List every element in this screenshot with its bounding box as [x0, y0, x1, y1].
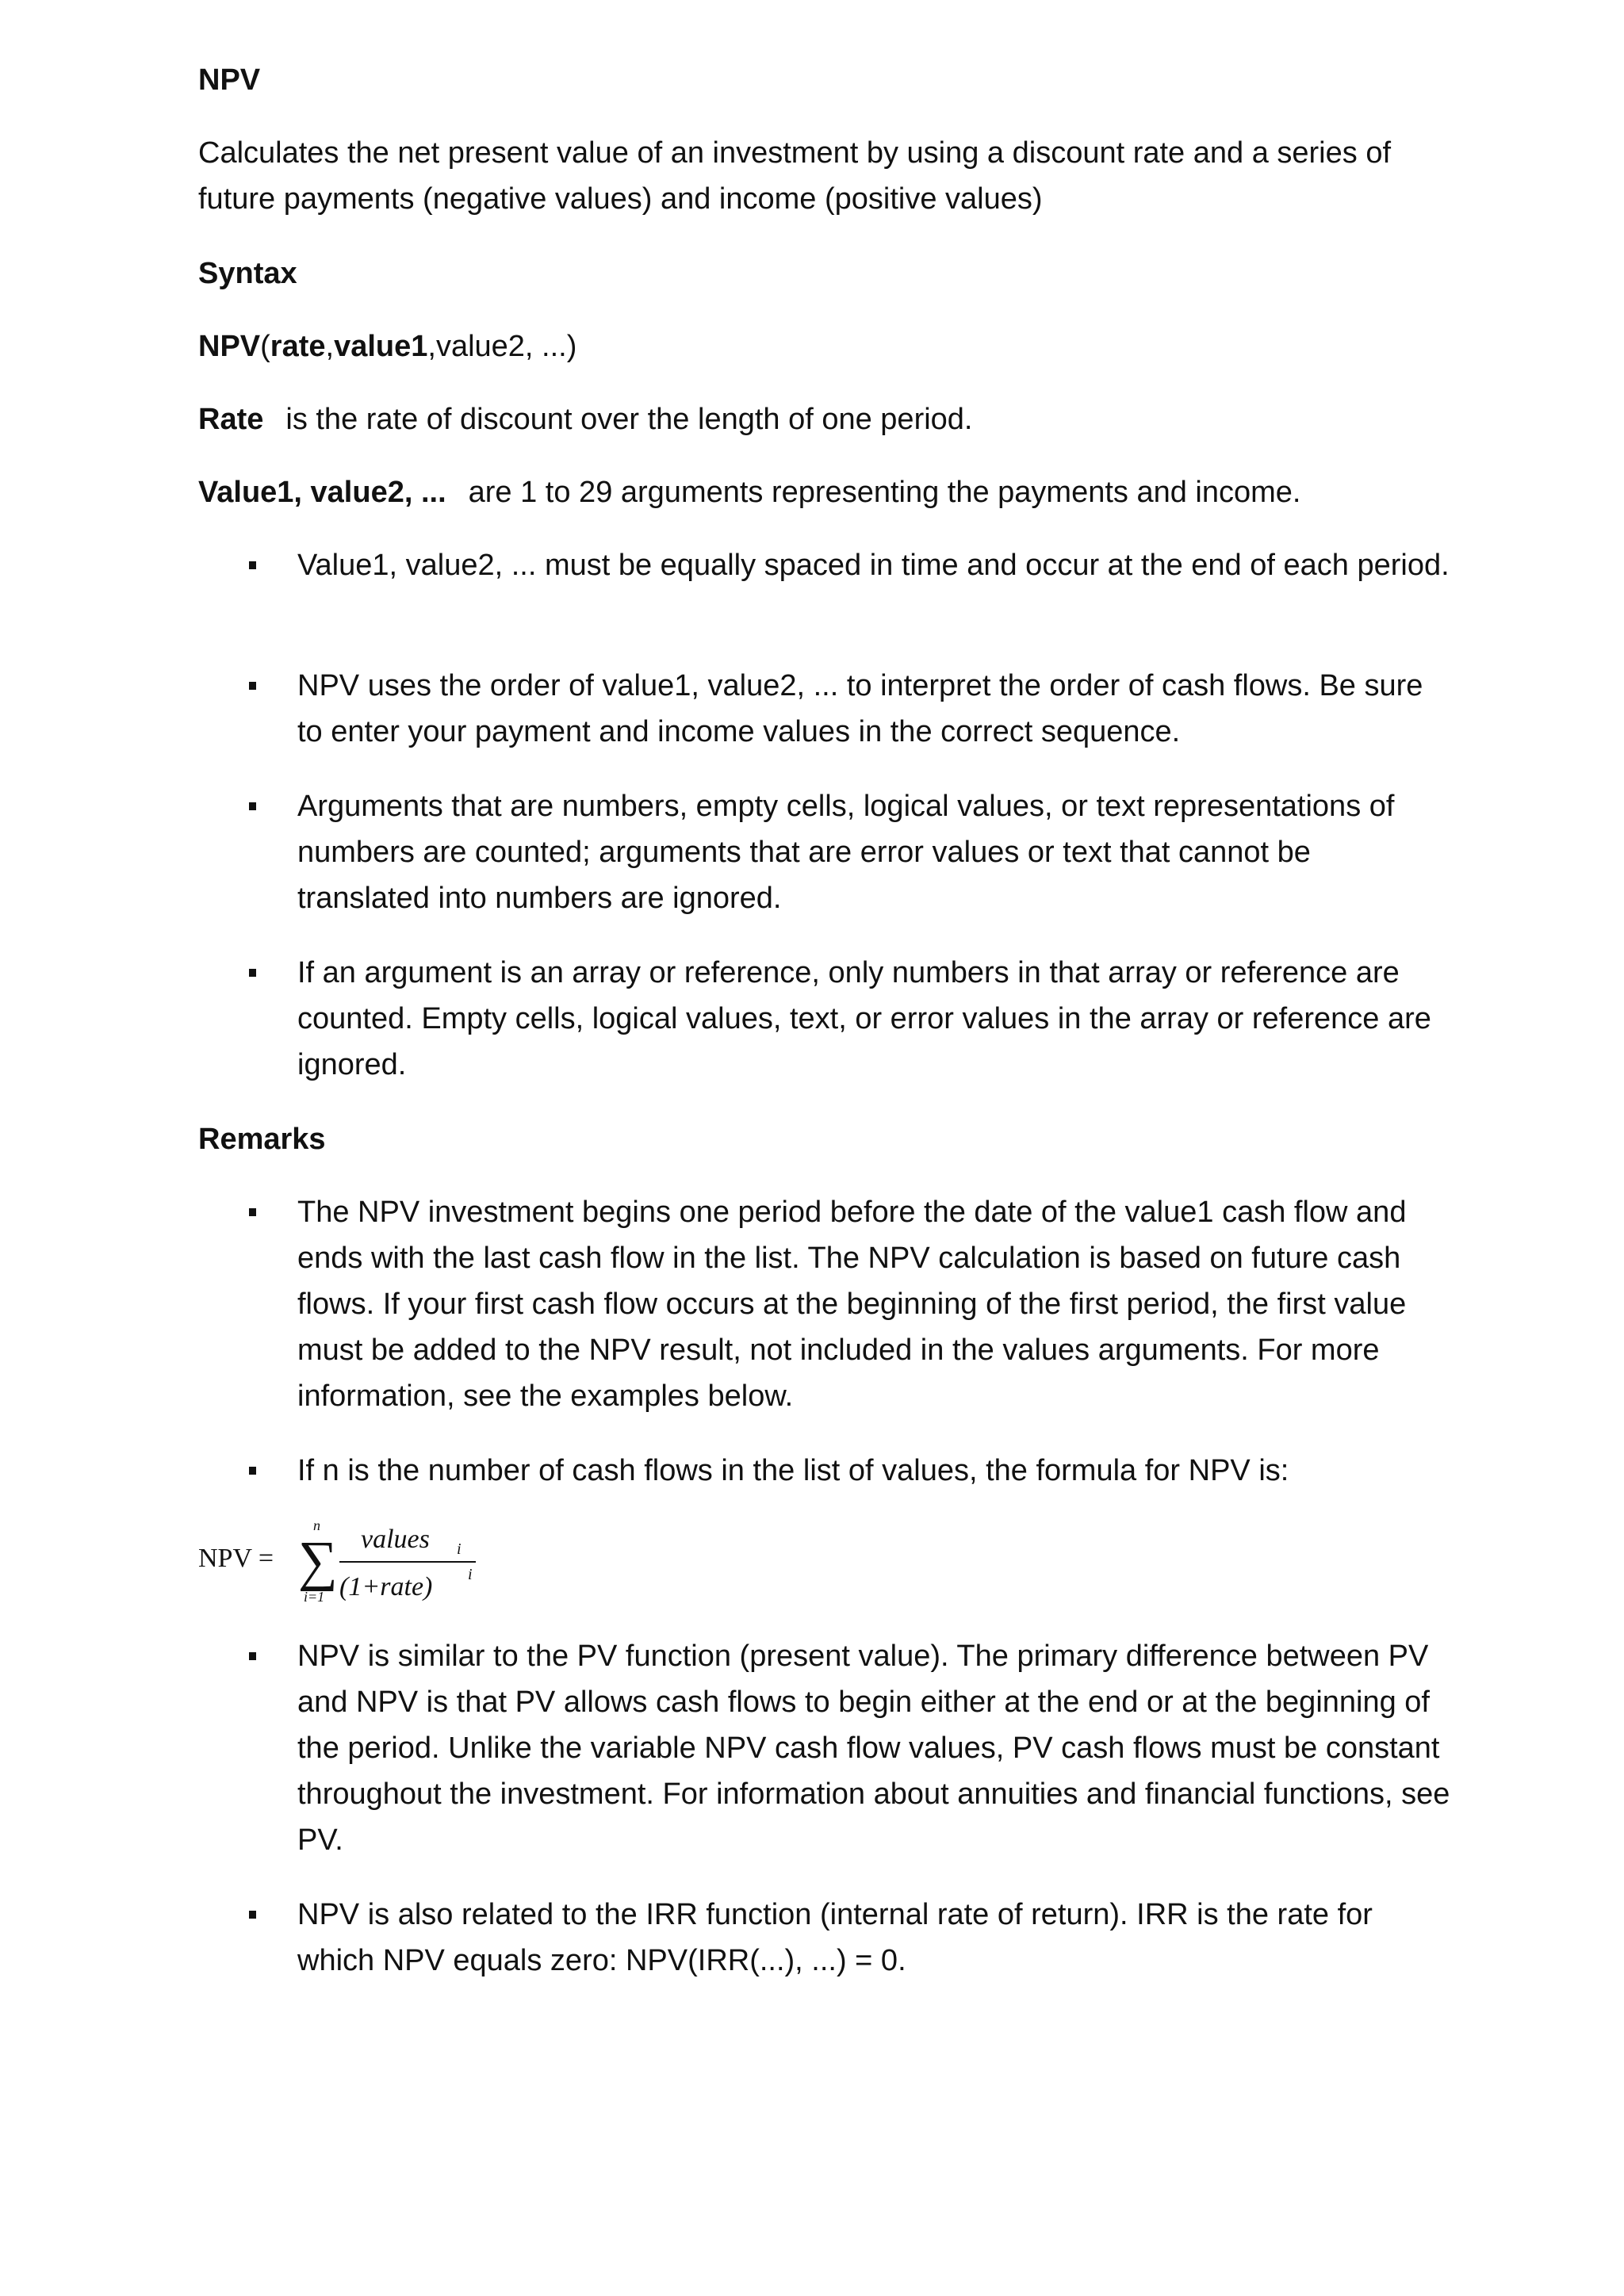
value-text: are 1 to 29 arguments representing the payments and income. [468, 476, 1301, 509]
value-definition [198, 469, 1300, 515]
list-item [246, 950, 1451, 1088]
list-item-text: If n is the number of cash flows in the list of values, the formula for NPV is: [297, 1454, 1289, 1487]
syntax-arg-value1: value1 [334, 330, 428, 363]
list-item [246, 1189, 1451, 1419]
bullet-marker [249, 802, 256, 810]
list-item-text: If an argument is an array or reference, only numbers in that array or reference are counted. Empty cells, logical values, text, or error values in the array or reference are ignored. [297, 956, 1431, 1081]
syntax-rest: ,value2, ...) [427, 330, 577, 363]
bullet-marker [249, 561, 256, 569]
description-paragraph: Calculates the net present value of an investment by using a discount rate and a series of future payments (negative values) and income (positive values) [198, 136, 1392, 216]
list-item-text: The NPV investment begins one period before the date of the value1 cash flow and ends with the last cash flow in the list. The NPV calculation is based on future cash flows. If your first cash flow occurs at the beginning of the first period, the first value must be added to the NPV result, not included in the values arguments. For more information, see the examples below. [297, 1196, 1407, 1413]
rate-text: is the rate of discount over the length of one period. [285, 403, 973, 436]
bullet-marker [249, 969, 256, 977]
formula-numerator-subscript: i [457, 1540, 462, 1558]
npv-formula-graphic [198, 1513, 492, 1608]
list-item-text: Value1, value2, ... must be equally spaced in time and occur at the end of each period. [297, 549, 1450, 582]
list-item [246, 1448, 1451, 1494]
formula-denominator: (1+rate) [339, 1572, 433, 1601]
syntax-arg-rate: rate [270, 330, 326, 363]
sum-upper-limit: n [313, 1517, 320, 1533]
list-item [246, 783, 1451, 921]
bullet-marker [249, 1467, 256, 1475]
syntax-comma: , [325, 330, 335, 363]
formula-denominator-exponent: i [468, 1566, 473, 1583]
list-item-text: NPV is similar to the PV function (present value). The primary difference between PV and NPV is that PV allows cash flows to begin either at the end or at the beginning of the period. Unlike the variable NPV cash flow values, PV cash flows must be constant throughout the investment. For information about annuities and financial functions, see PV. [297, 1640, 1450, 1857]
list-item [246, 1633, 1451, 1863]
syntax-open-paren: ( [260, 330, 270, 363]
sum-lower-limit: i=1 [304, 1589, 325, 1605]
list-item [246, 542, 1451, 634]
value-term: Value1, value2, ... [198, 476, 446, 509]
syntax-function-name: NPV [198, 330, 261, 363]
list-item [246, 1892, 1451, 1984]
list-item-text: NPV uses the order of value1, value2, ... to interpret the order of cash flows. Be sure to enter your payment and income values in the correct sequence. [297, 669, 1423, 748]
rate-definition [198, 396, 973, 442]
list-item-text: Arguments that are numbers, empty cells, logical values, or text representations of numbers are counted; arguments that are error values or text that cannot be translated into numbers are ignored. [297, 790, 1395, 915]
formula-numerator: values [361, 1525, 430, 1554]
bullet-marker [249, 1652, 256, 1660]
sigma-symbol: ∑ [298, 1531, 338, 1592]
formula-lhs: NPV = [198, 1544, 274, 1573]
syntax-line [198, 323, 576, 369]
list-item [246, 663, 1451, 755]
npv-formula [198, 1513, 492, 1608]
syntax-heading: Syntax [198, 257, 297, 290]
page-title: NPV [198, 63, 261, 97]
list-item-text: NPV is also related to the IRR function (internal rate of return). IRR is the rate for which NPV equals zero: NPV(IRR(...), ...) = 0. [297, 1898, 1373, 1977]
bullet-marker [249, 1208, 256, 1216]
bullet-marker [249, 1911, 256, 1919]
rate-term: Rate [198, 403, 264, 436]
remarks-heading: Remarks [198, 1123, 326, 1156]
bullet-marker [249, 682, 256, 690]
